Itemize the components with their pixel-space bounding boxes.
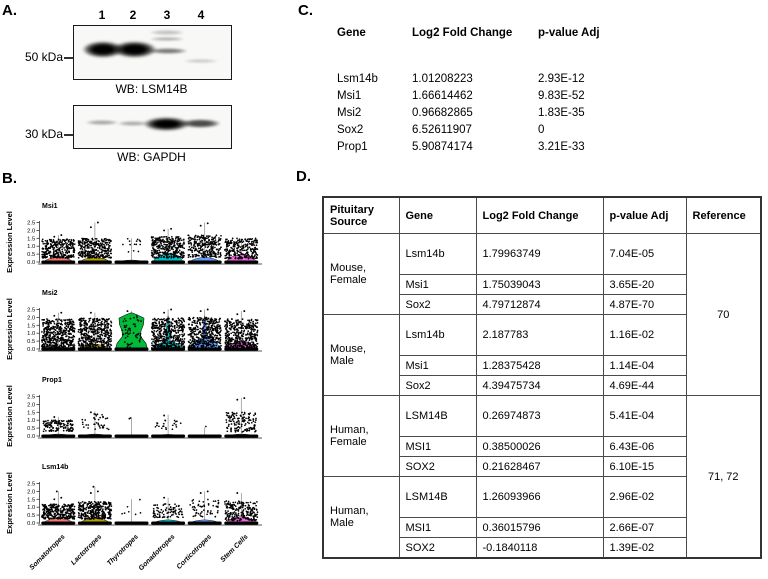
deg-cell: 6.52611907 xyxy=(412,123,472,136)
reference-cell: 70 xyxy=(686,234,761,396)
deg-header-cell: p-value Adj xyxy=(538,26,600,39)
summary-cell: 1.39E-02 xyxy=(603,538,686,559)
deg-cell: 9.83E-52 xyxy=(538,89,585,102)
blot-band xyxy=(148,48,188,54)
summary-cell: Sox2 xyxy=(399,376,476,396)
deg-cell: 3.21E-33 xyxy=(538,140,585,153)
y-tick-label: 1.0 xyxy=(27,505,36,512)
summary-cell: LSM14B xyxy=(399,396,476,437)
summary-cell: Msi1 xyxy=(399,275,476,295)
summary-cell: 5.41E-04 xyxy=(603,396,686,437)
y-tick-label: 1.5 xyxy=(27,497,36,504)
blot-band xyxy=(180,119,221,128)
lane-number: 1 xyxy=(98,8,106,22)
summary-cell: 1.28375428 xyxy=(476,356,603,376)
deg-cell: 5.90874174 xyxy=(412,140,473,153)
violin-plot-msi2 xyxy=(0,281,300,368)
summary-cell: 1.75039043 xyxy=(476,275,603,295)
y-tick-label: 0.0 xyxy=(27,434,36,440)
summary-cell: 4.39475734 xyxy=(476,376,603,396)
summary-table-header-row xyxy=(323,197,761,234)
marker-tick-30kda xyxy=(64,134,73,136)
y-axis-label: Expression Level xyxy=(5,472,14,534)
summary-cell: MSI1 xyxy=(399,518,476,538)
deg-cell: Msi2 xyxy=(337,106,362,119)
summary-cell: 6.10E-15 xyxy=(603,457,686,477)
reference-cell: 71, 72 xyxy=(686,396,761,559)
lane-number: 4 xyxy=(197,8,205,22)
deg-cell: 2.93E-12 xyxy=(538,72,585,85)
deg-table-header xyxy=(337,24,667,41)
x-tick-label: Somatotropes xyxy=(28,533,67,572)
y-tick-label: 0.5 xyxy=(27,252,36,259)
deg-cell: 1.01208223 xyxy=(412,72,473,85)
deg-cell: 0 xyxy=(538,123,545,136)
deg-cell: 0.96682865 xyxy=(412,106,473,119)
summary-cell: Msi1 xyxy=(399,356,476,376)
deg-cell: Prop1 xyxy=(337,140,368,153)
deg-header-cell: Gene xyxy=(337,26,366,39)
category-axis-labels xyxy=(0,527,300,579)
lane-number: 3 xyxy=(163,8,171,22)
lane-number: 2 xyxy=(129,8,137,22)
summary-cell: 4.79712874 xyxy=(476,295,603,315)
y-tick-label: 1.5 xyxy=(27,236,36,243)
summary-cell: 6.43E-06 xyxy=(603,437,686,457)
deg-row xyxy=(337,104,667,121)
panel-b-label: B. xyxy=(2,170,17,187)
y-tick-label: 1.0 xyxy=(27,244,36,251)
summary-cell: Lsm14b xyxy=(399,315,476,356)
y-tick-label: 2.0 xyxy=(27,228,36,235)
summary-row xyxy=(323,234,761,275)
y-tick-label: 2.0 xyxy=(27,489,36,496)
summary-cell: LSM14B xyxy=(399,477,476,518)
deg-text-table xyxy=(337,24,667,155)
blot-band xyxy=(183,59,219,63)
summary-cell: 1.14E-04 xyxy=(603,356,686,376)
pituitary-source-cell: Human, Female xyxy=(323,396,399,477)
summary-cell: MSI1 xyxy=(399,437,476,457)
summary-cell: -0.1840118 xyxy=(476,538,603,559)
summary-cell: 4.69E-44 xyxy=(603,376,686,396)
y-tick-label: 1.5 xyxy=(27,410,36,417)
deg-cell: Lsm14b xyxy=(337,72,378,85)
summary-cell: 1.26093966 xyxy=(476,477,603,518)
deg-cell: Msi1 xyxy=(337,89,362,102)
y-tick-label: 0.0 xyxy=(27,521,36,527)
y-tick-label: 0.5 xyxy=(27,513,36,520)
subplot-title: Lsm14b xyxy=(42,464,69,471)
deg-row xyxy=(337,138,667,155)
deg-header-cell: Log2 Fold Change xyxy=(412,26,513,39)
y-tick-label: 0.0 xyxy=(27,347,36,353)
y-tick-label: 0.0 xyxy=(27,260,36,266)
blot-band xyxy=(85,120,119,125)
marker-50kda: 50 kDa xyxy=(24,50,63,64)
y-axis-label: Expression Level xyxy=(5,211,14,273)
pituitary-source-cell: Mouse, Male xyxy=(323,315,399,396)
panel-d-label: D. xyxy=(296,168,311,185)
deg-table-body xyxy=(337,70,667,155)
summary-cell: 1.16E-02 xyxy=(603,315,686,356)
y-tick-label: 2.0 xyxy=(27,402,36,409)
summary-cell: 0.21628467 xyxy=(476,457,603,477)
x-tick-label: Corticotropes xyxy=(175,533,214,571)
marker-tick-50kda xyxy=(64,57,73,59)
summary-cell: 4.87E-70 xyxy=(603,295,686,315)
summary-cell: Sox2 xyxy=(399,295,476,315)
blot-band xyxy=(149,37,185,41)
panel-a-label: A. xyxy=(2,2,17,19)
x-tick-label: Gonadotropes xyxy=(137,533,177,573)
subplot-title: Prop1 xyxy=(42,377,62,384)
summary-header-cell: Log2 Fold Change xyxy=(476,197,603,234)
summary-cell: Lsm14b xyxy=(399,234,476,275)
summary-cell: 0.36015796 xyxy=(476,518,603,538)
subplot-title: Msi1 xyxy=(42,203,58,210)
summary-cell: 2.96E-02 xyxy=(603,477,686,518)
y-axis-label: Expression Level xyxy=(5,298,14,360)
x-tick-label: Lactotropes xyxy=(70,533,104,567)
y-tick-label: 2.5 xyxy=(27,394,36,401)
y-tick-label: 2.0 xyxy=(27,315,36,322)
summary-row xyxy=(323,396,761,437)
summary-table xyxy=(322,196,762,559)
deg-row xyxy=(337,121,667,138)
x-tick-label: Thyrotropes xyxy=(106,533,140,568)
deg-row xyxy=(337,87,667,104)
marker-30kda: 30 kDa xyxy=(24,127,63,141)
summary-header-cell: Gene xyxy=(399,197,476,234)
summary-cell: 7.04E-05 xyxy=(603,234,686,275)
summary-cell: 1.79963749 xyxy=(476,234,603,275)
subplot-title: Msi2 xyxy=(42,290,58,297)
summary-header-cell: Reference xyxy=(686,197,761,234)
blot-caption-gapdh: WB: GAPDH xyxy=(117,150,186,164)
deg-cell: 1.66614462 xyxy=(412,89,473,102)
summary-cell: 2.187783 xyxy=(476,315,603,356)
y-tick-label: 2.5 xyxy=(27,220,36,227)
y-tick-label: 1.0 xyxy=(27,418,36,425)
y-tick-label: 1.0 xyxy=(27,331,36,338)
blot-caption-lsm14b: WB: LSM14B xyxy=(115,82,188,96)
summary-cell: SOX2 xyxy=(399,538,476,559)
panel-c-label: C. xyxy=(298,2,313,19)
y-tick-label: 0.5 xyxy=(27,339,36,346)
summary-cell: 0.38500026 xyxy=(476,437,603,457)
violin-plot-msi1 xyxy=(0,194,300,281)
pituitary-source-cell: Human, Male xyxy=(323,477,399,559)
deg-cell: Sox2 xyxy=(337,123,364,136)
x-tick-label: Stem Cells xyxy=(219,533,250,564)
summary-header-cell: Pituitary Source xyxy=(323,197,399,234)
deg-row xyxy=(337,70,667,87)
summary-cell: 3.65E-20 xyxy=(603,275,686,295)
y-tick-label: 1.5 xyxy=(27,323,36,330)
summary-header-cell: p-value Adj xyxy=(603,197,686,234)
y-tick-label: 2.5 xyxy=(27,481,36,488)
pituitary-source-cell: Mouse, Female xyxy=(323,234,399,315)
y-tick-label: 2.5 xyxy=(27,307,36,314)
y-tick-label: 0.5 xyxy=(27,426,36,433)
deg-cell: 1.83E-35 xyxy=(538,106,585,119)
blot-band xyxy=(149,30,185,35)
summary-cell: SOX2 xyxy=(399,457,476,477)
summary-cell: 0.26974873 xyxy=(476,396,603,437)
y-axis-label: Expression Level xyxy=(5,385,14,447)
violin-plot-prop1 xyxy=(0,368,300,455)
summary-cell: 2.66E-07 xyxy=(603,518,686,538)
